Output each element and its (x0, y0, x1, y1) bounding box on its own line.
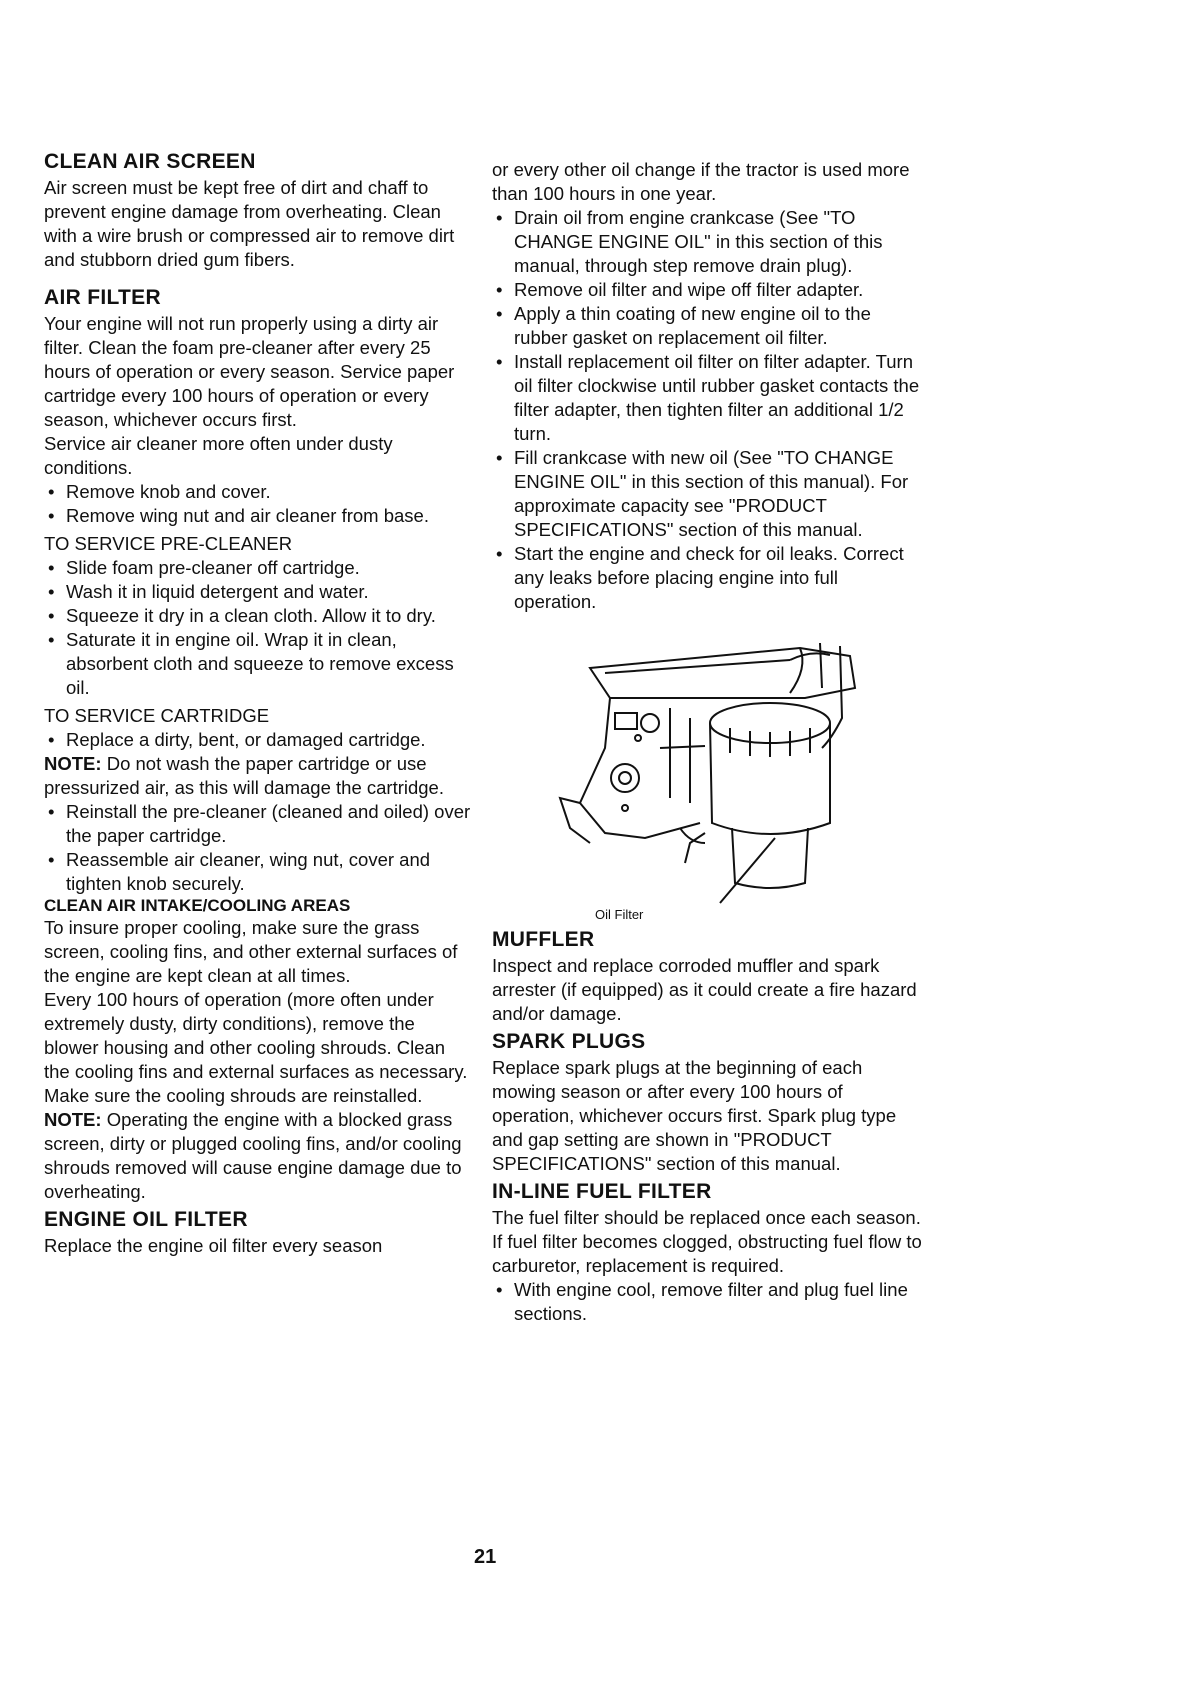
spark-plugs-body: Replace spark plugs at the beginning of each mowing season or after every 100 hours of operation, whichever occurs first. Spark plug type and gap setting are shown in "PRODUCT SPECIFICATIONS" section of this manual. (492, 1057, 897, 1174)
list-item: • Start the engine and check for oil leaks. Correct any leaks before placing engine into full operation. (492, 542, 922, 614)
engine-oil-filter-drawing (550, 628, 870, 918)
cooling-areas-section (44, 896, 474, 1204)
engine-oil-filter-section (44, 1208, 474, 1258)
air-filter-section (44, 286, 474, 896)
list-item: • Fill crankcase with new oil (See "TO CHANGE ENGINE OIL" in this section of this manual). For approximate capacity see "PRODUCT SPECIFICATIONS" section of this manual. (492, 446, 922, 542)
cartridge-subheading: TO SERVICE CARTRIDGE (44, 705, 270, 726)
oil-filter-caption: Oil Filter (595, 907, 644, 922)
note-label: NOTE: (44, 1109, 102, 1130)
clean-air-screen-body: Air screen must be kept free of dirt and chaff to prevent engine damage from overheating. Clean with a wire brush or compressed air to remove dirt and stubborn dried gum fibers. (44, 177, 455, 270)
fuel-filter-body: The fuel filter should be replaced once each season. If fuel filter becomes clogged, obstructing fuel flow to carburetor, replacement is required. (492, 1207, 922, 1276)
list-item: • Remove oil filter and wipe off filter adapter. (492, 278, 922, 302)
list-item: • Replace a dirty, bent, or damaged cartridge. (44, 728, 474, 752)
cooling-areas-heading: CLEAN AIR INTAKE/COOLING AREAS (44, 896, 351, 915)
list-item: • Saturate it in engine oil. Wrap it in clean, absorbent cloth and squeeze to remove excess oil. (44, 628, 474, 700)
note-text: Operating the engine with a blocked grass screen, dirty or plugged cooling fins, and/or cooling shrouds removed will cause engine damage due to overheating. (44, 1109, 462, 1202)
spark-plugs-heading: SPARK PLUGS (492, 1030, 646, 1053)
clean-air-screen-section (44, 150, 474, 272)
oil-filter-continued: or every other oil change if the tractor is used more than 100 hours in one year. (492, 159, 910, 204)
reassemble-bullets (44, 800, 474, 896)
fuel-filter-bullets (492, 1278, 922, 1326)
list-item: • Remove wing nut and air cleaner from base. (44, 504, 474, 528)
muffler-heading: MUFFLER (492, 928, 595, 951)
right-column (492, 158, 922, 1326)
pre-cleaner-bullets (44, 556, 474, 700)
list-item: • Slide foam pre-cleaner off cartridge. (44, 556, 474, 580)
engine-oil-filter-body: Replace the engine oil filter every season (44, 1235, 383, 1256)
oil-filter-steps (492, 206, 922, 614)
clean-air-screen-heading: CLEAN AIR SCREEN (44, 150, 256, 173)
list-item: • Reinstall the pre-cleaner (cleaned and oiled) over the paper cartridge. (44, 800, 474, 848)
oil-filter-illustration (550, 628, 870, 928)
air-filter-body-1: Your engine will not run properly using a dirty air filter. Clean the foam pre-cleaner after every 25 hours of operation or every season. Service paper cartridge every 100 hours of operation or every season, whichever occurs first. (44, 313, 455, 430)
fuel-filter-heading: IN-LINE FUEL FILTER (492, 1180, 712, 1203)
muffler-body: Inspect and replace corroded muffler and spark arrester (if equipped) as it could create a fire hazard and/or damage. (492, 955, 917, 1024)
pre-cleaner-subheading: TO SERVICE PRE-CLEANER (44, 533, 293, 554)
list-item: • Apply a thin coating of new engine oil to the rubber gasket on replacement oil filter. (492, 302, 922, 350)
engine-oil-filter-heading: ENGINE OIL FILTER (44, 1208, 248, 1231)
note-label: NOTE: (44, 753, 102, 774)
list-item: • Wash it in liquid detergent and water. (44, 580, 474, 604)
list-item: • Install replacement oil filter on filter adapter. Turn oil filter clockwise until rubber gasket contacts the filter adapter, then tighten filter an additional 1/2 turn. (492, 350, 922, 446)
list-item: • Remove knob and cover. (44, 480, 474, 504)
page-number: 21 (474, 1546, 497, 1568)
air-filter-heading: AIR FILTER (44, 286, 161, 309)
air-filter-bullets (44, 480, 474, 528)
list-item: • Squeeze it dry in a clean cloth. Allow it to dry. (44, 604, 474, 628)
cooling-body-1: To insure proper cooling, make sure the grass screen, cooling fins, and other external surfaces of the engine are kept clean at all times. (44, 917, 458, 986)
note-text: Do not wash the paper cartridge or use pressurized air, as this will damage the cartridge. (44, 753, 444, 798)
list-item: • Reassemble air cleaner, wing nut, cover and tighten knob securely. (44, 848, 474, 896)
left-column (44, 150, 474, 1258)
list-item: • With engine cool, remove filter and plug fuel line sections. (492, 1278, 922, 1326)
list-item: • Drain oil from engine crankcase (See "TO CHANGE ENGINE OIL" in this section of this manual, through step remove drain plug). (492, 206, 922, 278)
muffler-section (492, 928, 922, 1026)
cartridge-bullets (44, 728, 474, 752)
cartridge-note (44, 752, 474, 800)
air-filter-body-2: Service air cleaner more often under dusty conditions. (44, 433, 393, 478)
cooling-note (44, 1108, 474, 1204)
spark-plugs-section (492, 1030, 922, 1176)
fuel-filter-section (492, 1180, 922, 1326)
cooling-body-2: Every 100 hours of operation (more often under extremely dusty, dirty conditions), remove the blower housing and other cooling shrouds. Clean the cooling fins and external surfaces as necessary. Make sure the cooling shrouds are reinstalled. (44, 989, 468, 1106)
